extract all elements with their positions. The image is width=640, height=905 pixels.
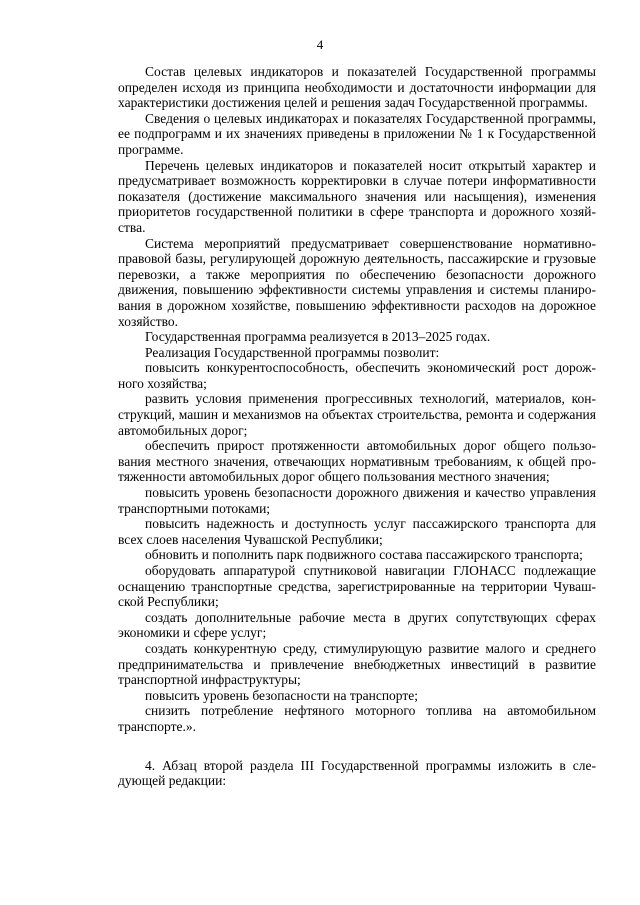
list-item: создать конкурентную среду, стимулирующую развитие малого и среднего предпринимательства и привлечение внебюджетных инвестиций в развитие транспортной инфраструктуры; [118, 640, 596, 688]
paragraph: Система мероприятий предусматривает совершенствование нормативно-правовой базы, регулирующей дорожную деятельность, пассажирские и грузовые перевозки, а также мероприятия по обеспечению безопасности дорожного движения, повышению эффективности системы управления и системы планирования в дорожном хозяйстве, повышению эффективности расходов на дорожное хозяйство. [118, 235, 596, 329]
amendment-paragraph: 4. Абзац второй раздела III Государственной программы изложить в следующей редакции: [118, 757, 596, 789]
list-item: повысить надежность и доступность услуг пассажирского транспорта для всех слоев населения Чувашской Республики; [118, 516, 596, 547]
paragraph: Сведения о целевых индикаторах и показателях Государственной программы, ее подпрограмм и их значениях приведены в приложении № 1 к Государственной программе. [118, 110, 596, 157]
list-item: создать дополнительные рабочие места в других сопутствующих сферах экономики и сфере услуг; [118, 609, 596, 641]
paragraph: Перечень целевых индикаторов и показателей носит открытый характер и предусматривает возможность корректировки в случае потери информативности показателя (достижение максимального значения или насыщения), изменения приоритетов государственной политики в сфере транспорта и дорожного хозяйства. [118, 157, 596, 235]
list-item: обновить и пополнить парк подвижного состава пассажирского транспорта; [145, 547, 583, 563]
page-number: 4 [316, 37, 324, 52]
list-item: повысить конкурентоспособность, обеспечить экономический рост дорожного хозяйства; [118, 360, 596, 391]
list-item: обеспечить прирост протяженности автомобильных дорог общего пользования местного значения, отвечающих нормативным требованиям, к общей протяженности автомобильных дорог общего пользования местного значения; [118, 438, 596, 485]
list-item: повысить уровень безопасности на транспорте; [145, 687, 419, 703]
list-item: снизить потребление нефтяного моторного топлива на автомобильном транспорте.». [118, 703, 596, 734]
paragraph: Реализация Государственной программы позволит: [145, 344, 440, 360]
list-item: развить условия применения прогрессивных технологий, материалов, конструкций, машин и механизмов на объектах строительства, ремонта и содержания автомобильных дорог; [118, 391, 596, 438]
document-body [118, 64, 596, 789]
paragraph: Состав целевых индикаторов и показателей Государственной программы определен исходя из принципа необходимости и достаточности информации для характеристики достижения целей и решения задач Государственной программы. [118, 64, 596, 111]
list-item: повысить уровень безопасности дорожного движения и качество управления транспортными потоками; [118, 485, 596, 516]
list-item: оборудовать аппаратурой спутниковой навигации ГЛОНАСС подлежащие оснащению транспортные средства, зарегистрированные на территории Чувашской Республики; [118, 563, 596, 610]
paragraph: Государственная программа реализуется в 2013–2025 годах. [145, 329, 491, 345]
